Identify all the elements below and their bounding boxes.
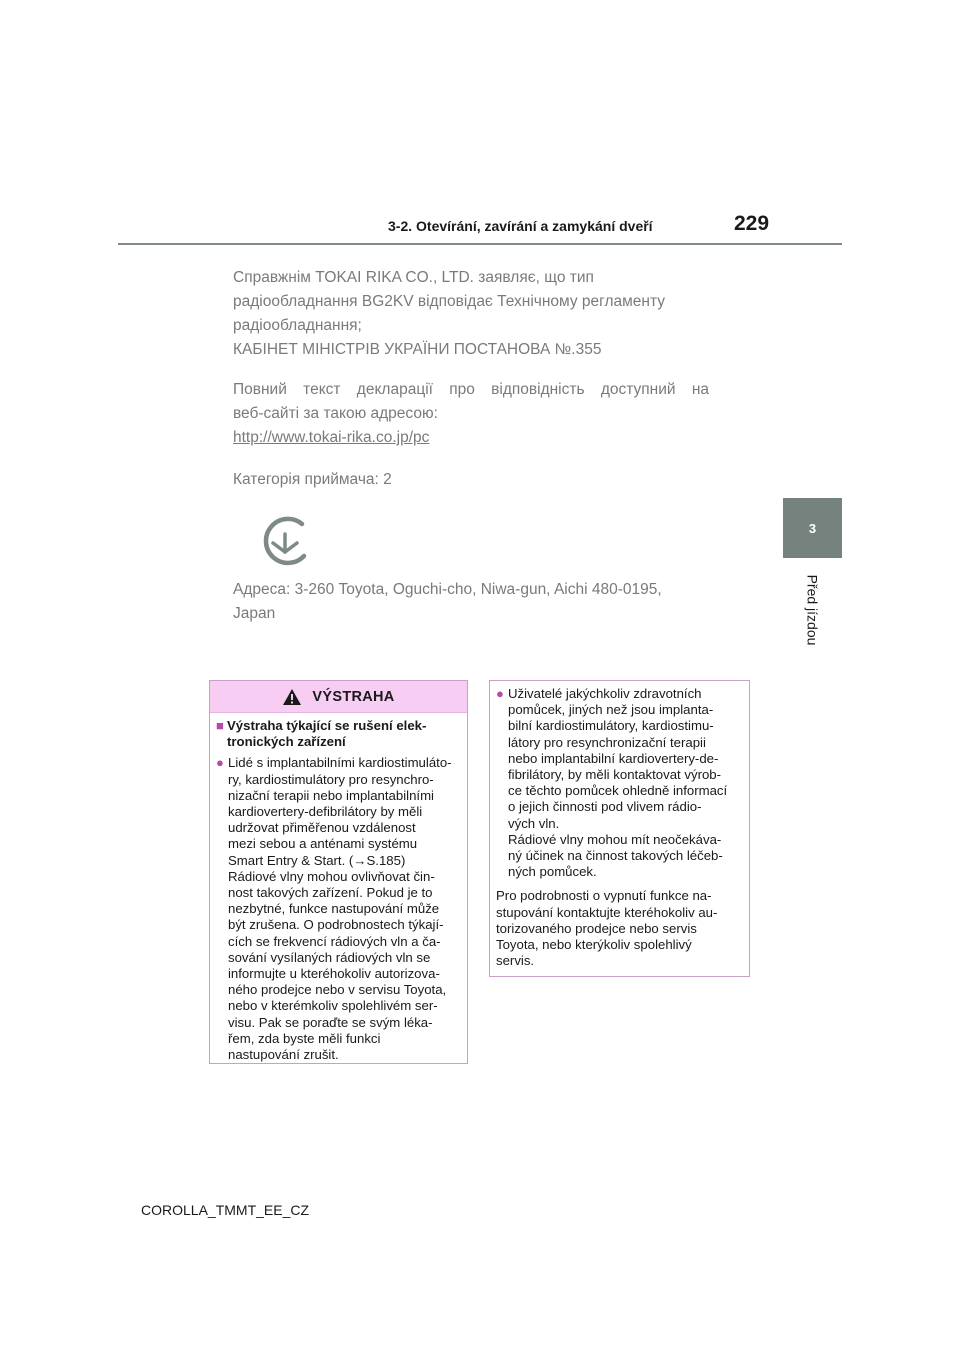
declaration-para1: Справжнім TOKAI RIKA CO., LTD. заявляє, що тип радіообладнання BG2KV відповідає Технічному регламенту радіообладнання; — [233, 269, 666, 334]
declaration-para2-line1: Повний текст декларації про відповідність доступний на — [233, 381, 709, 398]
warning-note: Pro podrobnosti o vypnutí funkce na- stupování kontaktujte kteréhokoliv au- torizovaného prodejce nebo servis Toyota, nebo kterýkoliv spolehlivý servis. — [496, 888, 718, 969]
warning-body — [210, 713, 467, 1063]
warning-box — [209, 680, 468, 1064]
warning-continued-box — [489, 680, 750, 977]
warning-item — [216, 755, 461, 1063]
warning-triangle-icon — [282, 688, 302, 706]
chapter-number: 3 — [808, 520, 817, 536]
receiver-category: Категорія приймача: 2 — [233, 471, 392, 488]
page-number: 229 — [734, 212, 770, 235]
document-code: COROLLA_TMMT_EE_CZ — [141, 1202, 310, 1218]
address-block — [233, 578, 709, 626]
warning-heading-item — [216, 718, 461, 750]
chapter-label — [783, 564, 842, 656]
header-rule — [118, 243, 842, 245]
ua-conformity-mark-icon — [258, 512, 312, 570]
warning-header — [210, 681, 467, 713]
warning-item — [496, 686, 743, 880]
chapter-tab — [783, 498, 842, 558]
declaration-url-link[interactable]: http://www.tokai-rika.co.jp/pc — [233, 429, 430, 446]
square-bullet-icon: ■ — [216, 718, 224, 733]
section-title: 3-2. Otevírání, zavírání a zamykání dveří — [388, 218, 653, 234]
declaration-block — [233, 266, 709, 492]
chapter-label-text: Před jízdou — [804, 574, 821, 646]
address-line1: Адреса: 3-260 Toyota, Oguchi-cho, Niwa-gun, Aichi 480-0195, — [233, 581, 662, 598]
warning-item-text: Uživatelé jakýchkoliv zdravotních pomůcek, jiných než jsou implanta- bilní kardiostimulátory, kardiostimu- látory pro resynchronizační terapii nebo implantabilní kardiovertery-de- fibrilátory, by měli kontaktovat výrob- ce těchto pomůcek ohledně informací o jejich činnosti pod vlivem rádio- vých vln. Rádiové vlny mohou mít neočekáva- ný účinek na činnost takových léčeb- ných pomůcek. — [508, 686, 728, 880]
warning-title: VÝSTRAHA — [312, 688, 395, 705]
declaration-decree: КАБІНЕТ МІНІСТРІВ УКРАЇНИ ПОСТАНОВА №.355 — [233, 341, 602, 358]
circle-bullet-icon: ● — [216, 755, 224, 771]
warning-item-text: Lidé s implantabilními kardiostimuláto- ry, kardiostimulátory pro resynchro- nizační terapii nebo implantabilními kardiovertery-defibrilátory by měli udržovat přiměřenou vzdálenost mezi sebou a anténami systému Smart Entry & Start. (→S.185) Rádiové vlny mohou ovlivňovat čin- nost takových zařízení. Pokud je to nezbytné, funkce nastupování může být zrušena. O podrobnostech týkají- cích se frekvencí rádiových vln a ča- sování vysílaných rádiových vln se informujte u kteréhokoliv autorizova- ného prodejce nebo v servisu Toyota, nebo v kterémkoliv spolehlivém ser- visu. Pak se poraďte se svým léka- řem, zda byste měli funkci nastupování zrušit. — [228, 755, 452, 1063]
address-line2: Japan — [233, 605, 276, 622]
circle-bullet-icon: ● — [496, 686, 504, 701]
declaration-para2-line2: веб-сайті за такою адресою: — [233, 405, 438, 422]
warning-heading: Výstraha týkající se rušení elek- tronických zařízení — [227, 718, 427, 750]
